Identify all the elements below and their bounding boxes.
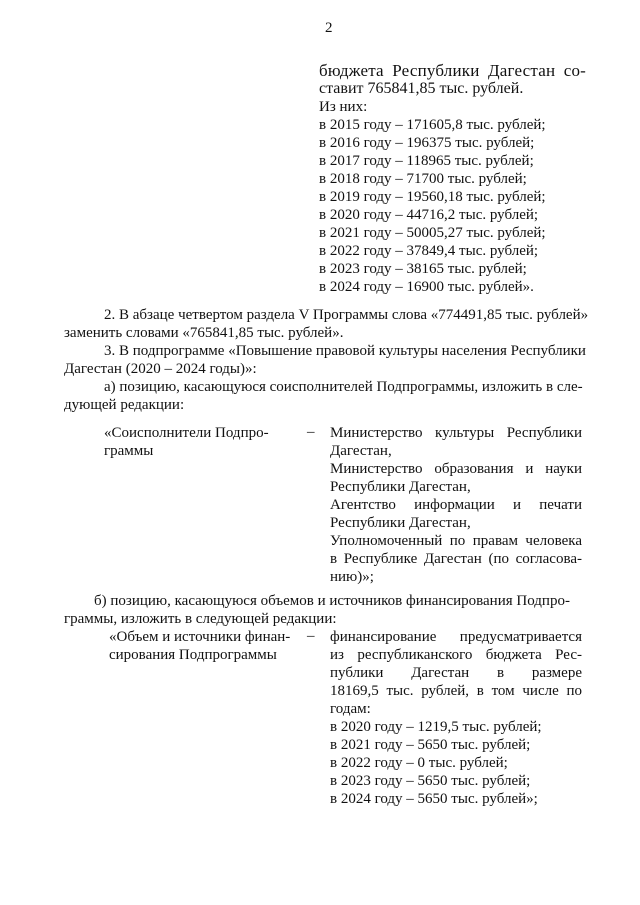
budget-year-line: в 2022 году – 37849,4 тыс. рублей; [319,243,539,259]
table-a-left [104,424,269,460]
para2-line-2: заменить словами «765841,85 тыс. рублей». [64,325,344,341]
table-b-right-line: публики Дагестан в размере [330,665,582,681]
para-b-line-1: б) позицию, касающуюся объемов и источников финансирования Подпро- [94,593,570,609]
table-b-right-line: годам: [330,701,371,717]
para-a-line-2: дующей редакции: [64,397,185,413]
table-a-right-line: Республики Дагестан, [330,515,471,531]
para-a-line-1: а) позицию, касающуюся соисполнителей Подпрограммы, изложить в сле- [104,379,583,395]
budget-line-3: Из них: [319,99,368,115]
table-b-year-line: в 2023 году – 5650 тыс. рублей; [330,773,531,789]
table-a-right-line: нию)»; [330,569,374,585]
para3-line-2: Дагестан (2020 – 2024 годы)»: [64,361,257,377]
budget-year-line: в 2024 году – 16900 тыс. рублей». [319,279,534,295]
budget-year-line: в 2020 году – 44716,2 тыс. рублей; [319,207,539,223]
table-b-year-line: в 2020 году – 1219,5 тыс. рублей; [330,719,542,735]
budget-year-line: в 2015 году – 171605,8 тыс. рублей; [319,117,546,133]
table-a-left-line-1: «Соисполнители Подпро- [104,425,269,441]
budget-block [319,62,586,296]
page-number: 2 [325,20,333,36]
table-b-right-line: 18169,5 тыс. рублей, в том числе по [330,683,582,699]
budget-year-line: в 2016 году – 196375 тыс. рублей; [319,135,535,151]
table-a-right-line: Агентство информации и печати [330,497,582,513]
table-a-right-line: Республики Дагестан, [330,479,471,495]
table-b-left [109,628,290,664]
table-b-right-line: из республиканского бюджета Рес- [330,647,582,663]
budget-year-line: в 2023 году – 38165 тыс. рублей; [319,261,527,277]
table-a-right-line: Министерство культуры Республики [330,425,582,441]
table-b-right [330,628,582,808]
table-a-right-line: Уполномоченный по правам человека [330,533,582,549]
table-b-year-line: в 2024 году – 5650 тыс. рублей»; [330,791,538,807]
table-a-right [330,424,582,586]
table-b-year-line: в 2021 году – 5650 тыс. рублей; [330,737,531,753]
table-a-dash: – [307,424,315,440]
table-b-left-line-2: сирования Подпрограммы [109,647,277,663]
budget-year-line: в 2019 году – 19560,18 тыс. рублей; [319,189,546,205]
para-b-line-2: граммы, изложить в следующей редакции: [64,611,337,627]
table-a-right-line: Дагестан, [330,443,392,459]
table-a-left-line-2: граммы [104,443,154,459]
para2-line-1: 2. В абзаце четвертом раздела V Программы слова «774491,85 тыс. рублей» [104,307,589,323]
table-a-right-line: в Республике Дагестан (по согласова- [330,551,582,567]
table-b-dash: – [307,628,315,644]
table-b-right-line: финансирование предусматривается [330,629,582,645]
table-b-left-line-1: «Объем и источники финан- [109,629,291,645]
table-b-year-line: в 2022 году – 0 тыс. рублей; [330,755,508,771]
budget-year-line: в 2017 году – 118965 тыс. рублей; [319,153,534,169]
budget-year-line: в 2021 году – 50005,27 тыс. рублей; [319,225,546,241]
budget-line-1: бюджета Республики Дагестан со- [319,61,587,80]
para3-line-1: 3. В подпрограмме «Повышение правовой культуры населения Республики [104,343,586,359]
table-a-right-line: Министерство образования и науки [330,461,582,477]
budget-year-line: в 2018 году – 71700 тыс. рублей; [319,171,527,187]
budget-line-2: ставит 765841,85 тыс. рублей. [319,80,524,97]
